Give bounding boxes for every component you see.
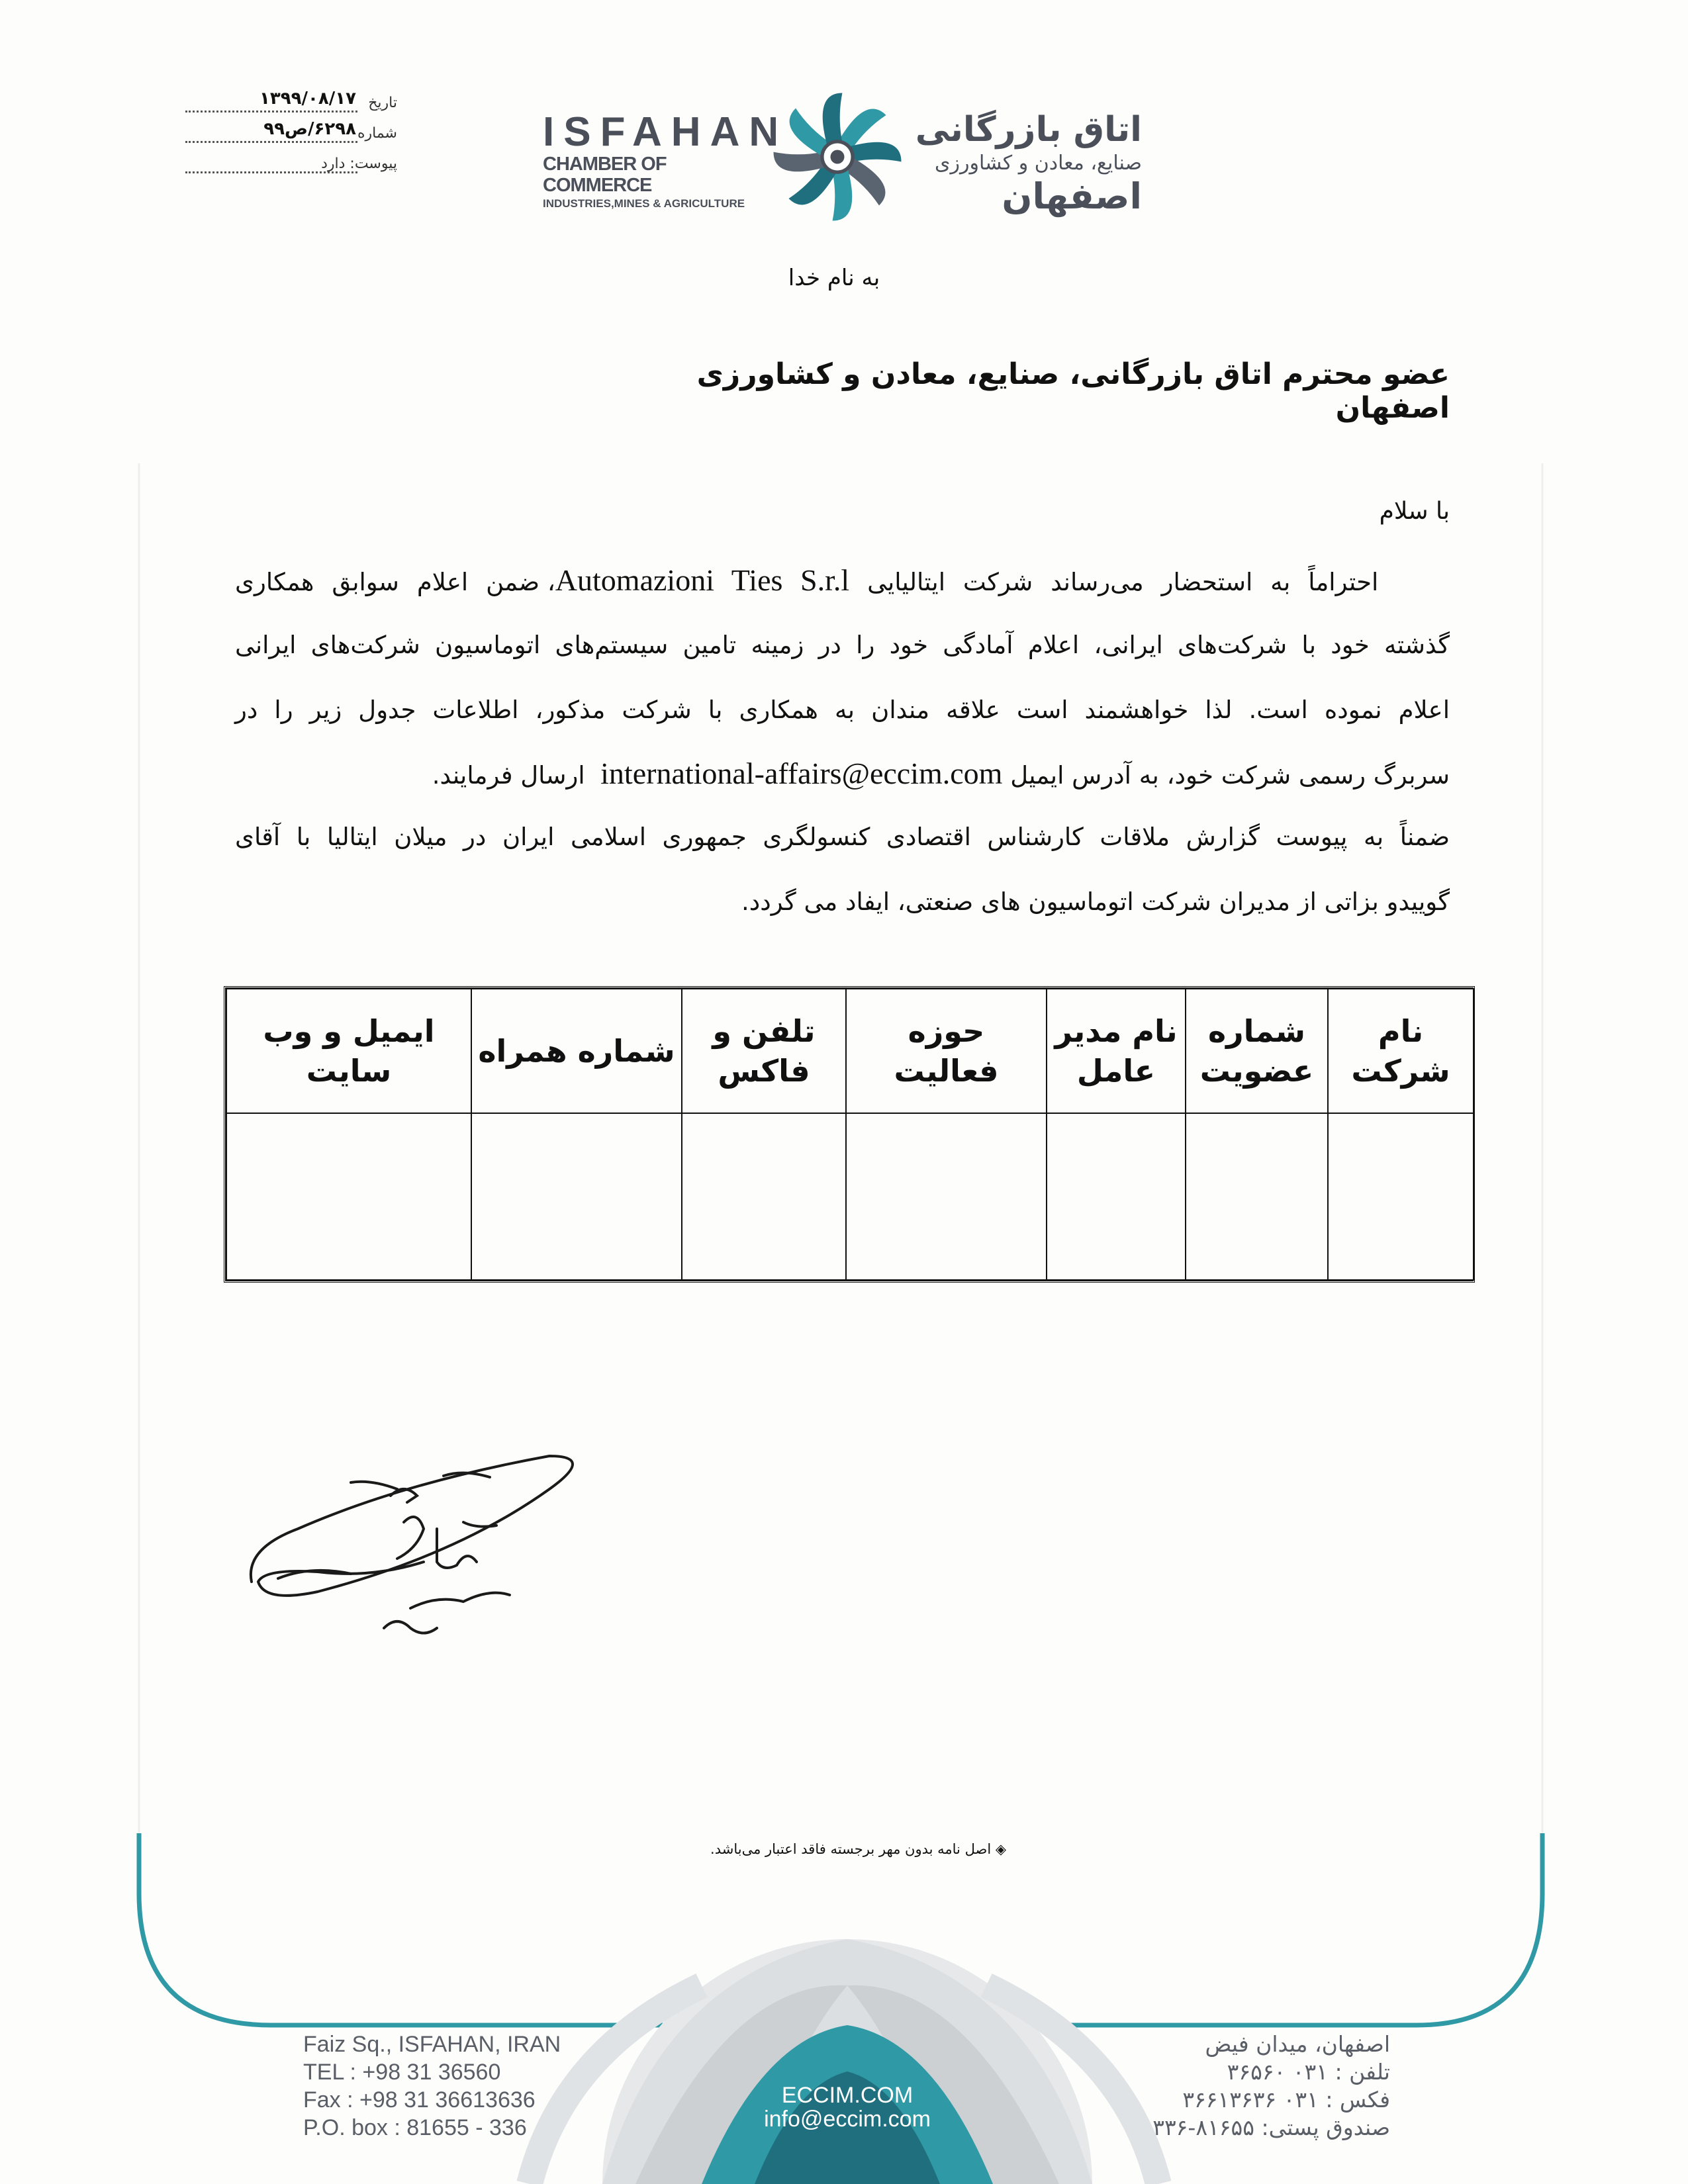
paragraph-line-1: [235, 564, 1450, 599]
logo-chamber: CHAMBER OF COMMERCE: [543, 154, 667, 196]
column-header: نام مدیر عامل: [1047, 989, 1186, 1113]
logo-fa-line1: اتاق بازرگانی: [915, 110, 1142, 150]
number-row: [185, 116, 397, 147]
logo-english-text: [543, 109, 788, 212]
number-label: شماره: [357, 125, 397, 142]
line4-before: سربرگ رسمی شرکت خود، به آدرس ایمیل: [1010, 761, 1450, 790]
fax-fa: فکس : ۰۳۱ ۳۶۶۱۳۶۳۶: [1182, 2087, 1390, 2113]
web-contact: [728, 2083, 966, 2131]
attachment-label: پیوست: دارد: [321, 156, 397, 172]
basmala: به نام خدا: [788, 265, 880, 291]
logo-industries: INDUSTRIES,MINES & AGRICULTURE: [543, 197, 745, 210]
tel-fa: تلفن : ۰۳۱ ۳۶۵۶۰: [1227, 2059, 1390, 2085]
line1-before: احتراماً به استحضار می‌رساند شرکت ایتالیایی: [867, 568, 1379, 596]
pobox-fa: صندوق پستی: ۸۱۶۵۵-۳۳۶: [1152, 2115, 1390, 2140]
handwritten-signature: [238, 1430, 596, 1668]
chamber-emblem-icon: [768, 87, 907, 226]
paragraph-line-5: ضمناً به پیوست گزارش ملاقات کارشناس اقتصادی کنسولگری جمهوری اسلامی ایران در میلان ایتالیا با آقای: [235, 823, 1450, 851]
table-row: [226, 1113, 1474, 1280]
letter-reference-block: [185, 86, 397, 177]
paragraph-line-6: گوییدو بزاتی از مدیران شرکت اتوماسیون های صنعتی، ایفاد می گردد.: [741, 887, 1450, 916]
pobox-en: P.O. box : 81655 - 336: [303, 2115, 527, 2140]
date-row: [185, 86, 397, 116]
line1-after: ، ضمن اعلام سوابق همکاری: [235, 568, 555, 596]
dotted-line: [185, 111, 357, 113]
greeting: با سلام: [1379, 498, 1450, 525]
column-header: شماره همراه: [471, 989, 682, 1113]
fax-en: Fax : +98 31 36613636: [303, 2087, 536, 2113]
address-en: Faiz Sq., ISFAHAN, IRAN: [303, 2032, 561, 2057]
column-header: ایمیل و وب سایت: [226, 989, 471, 1113]
table-cell[interactable]: [682, 1113, 846, 1280]
column-header: نام شرکت: [1328, 989, 1474, 1113]
footer-emblem-decoration: [530, 1939, 1158, 2184]
table-cell[interactable]: [226, 1113, 471, 1280]
logo-persian-text: [910, 109, 1142, 216]
logo-fa-line2: صنایع، معادن و کشاورزی: [935, 152, 1142, 175]
contact-english: [303, 2030, 608, 2142]
recipient-heading: عضو محترم اتاق بازرگانی، صنایع، معادن و کشاورزی اصفهان: [696, 357, 1450, 425]
company-info-table: [224, 986, 1475, 1283]
table-header-row: [226, 989, 1474, 1113]
email-address[interactable]: international-affairs@eccim.com: [600, 756, 1003, 790]
dotted-line: [185, 141, 357, 143]
column-header: شماره عضویت: [1186, 989, 1328, 1113]
address-fa: اصفهان، میدان فیض: [1205, 2031, 1390, 2057]
table-cell[interactable]: [471, 1113, 682, 1280]
column-header: تلفن و فاکس: [682, 989, 846, 1113]
attachment-row: [185, 147, 397, 177]
paragraph-line-2: گذشته خود با شرکت‌های ایرانی، اعلام آمادگی خود را در زمینه تامین سیستم‌های اتوماسیون شرکت‌های ایرانی: [235, 631, 1450, 659]
table-cell[interactable]: [1047, 1113, 1186, 1280]
number-value: ۶۲۹۸/ص۹۹: [263, 119, 356, 139]
contact-persian: [1112, 2030, 1390, 2142]
validity-note-text: اصل نامه بدون مهر برجسته فاقد اعتبار می‌باشد.: [710, 1841, 992, 1857]
date-label: تاریخ: [368, 95, 397, 111]
logo-isfahan: ISFAHAN: [543, 109, 788, 155]
diamond-icon: ◈: [995, 1841, 1006, 1857]
table-cell[interactable]: [1328, 1113, 1474, 1280]
table-cell[interactable]: [1186, 1113, 1328, 1280]
paragraph-line-4: [235, 757, 1450, 792]
validity-note: [662, 1841, 1006, 1857]
line4-after: ارسال فرمایند.: [432, 761, 585, 790]
company-name: Automazioni Ties S.r.l: [555, 563, 850, 597]
column-header: حوزه فعالیت: [846, 989, 1047, 1113]
tel-en: TEL : +98 31 36560: [303, 2060, 501, 2085]
table-cell[interactable]: [846, 1113, 1047, 1280]
logo-fa-line3: اصفهان: [1002, 175, 1142, 217]
email-link[interactable]: info@eccim.com: [764, 2107, 931, 2132]
paragraph-line-3: اعلام نموده است. لذا خواهشمند است علاقه مندان به همکاری با شرکت مذکور، اطلاعات جدول زیر را در: [235, 696, 1450, 724]
date-value: ۱۳۹۹/۰۸/۱۷: [259, 89, 356, 109]
website-link[interactable]: ECCIM.COM: [781, 2083, 914, 2108]
